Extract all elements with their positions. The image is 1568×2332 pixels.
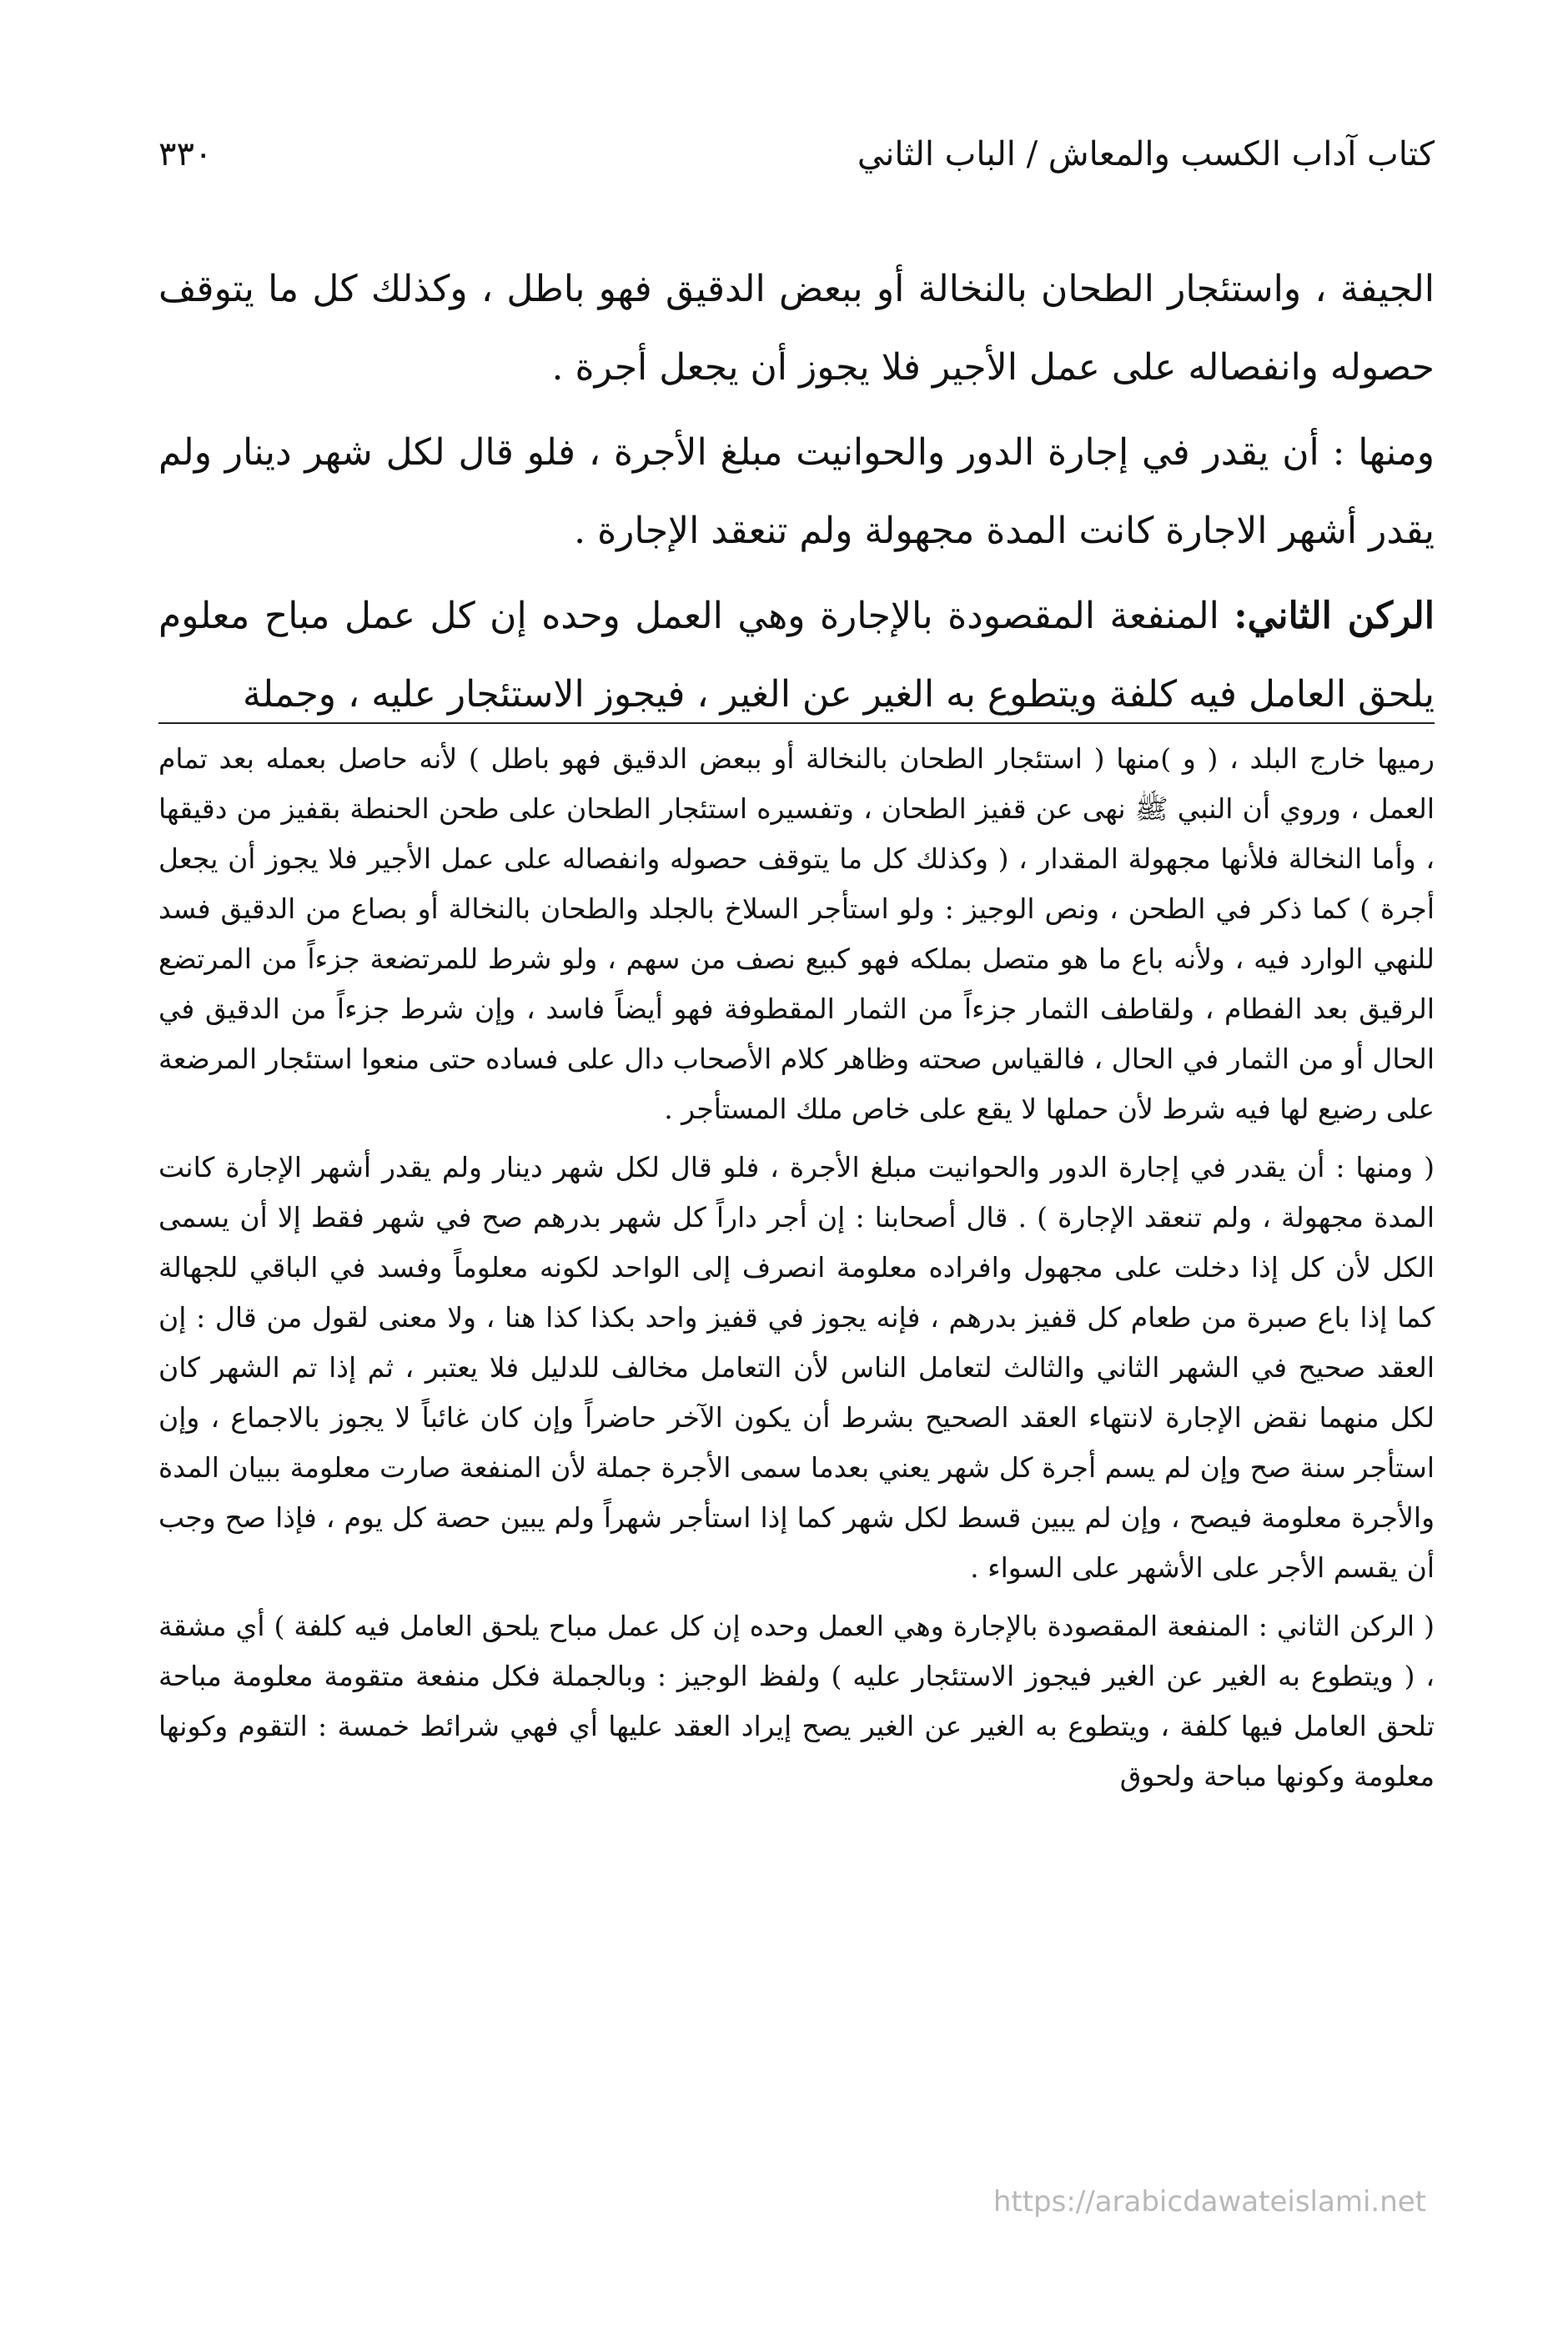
main-paragraph	[158, 577, 1435, 734]
commentary-paragraph: ( الركن الثاني : المنفعة المقصودة بالإجارة وهي العمل وحده إن كل عمل مباح يلحق العامل فيه كلفة ) أي مشقة ، ( ويتطوع به الغير عن الغير فيجوز الاستئجار عليه ) ولفظ الوجيز : وبالجملة فكل منفعة متقومة معلومة مباحة تلحق العامل فيها كلفة ، ويتطوع به الغير عن الغير يصح إيراد العقد عليها أي فهي شرائط خمسة : التقوم وكونها معلومة وكونها مباحة ولحوق	[158, 1610, 1435, 1792]
watermark: https://arabicdawateislami.net	[993, 2185, 1426, 2219]
main-paragraph: ومنها : أن يقدر في إجارة الدور والحوانيت مبلغ الأجرة ، فلو قال لكل شهر دينار ولم يقدر أشهر الاجارة كانت المدة مجهولة ولم تنعقد الإجارة .	[158, 431, 1435, 552]
commentary-paragraph: رميها خارج البلد ، ( و )منها ( استئجار الطحان بالنخالة أو ببعض الدقيق فهو باطل ) لأنه حاصل بعمله بعد تمام العمل ، وروي أن النبي ﷺ نهى عن قفيز الطحان ، وتفسيره استئجار الطحان على طحن الحنطة بقفيز من دقيقها ، وأما النخالة فلأنها مجهولة المقدار ، ( وكذلك كل ما يتوقف حصوله وانفصاله على عمل الأجير فلا يجوز أن يجعل أجرة ) كما ذكر في الطحن ، ونص الوجيز : ولو استأجر السلاخ بالجلد والطحان بالنخالة أو بصاع من الدقيق فسد للنهي الوارد فيه ، ولأنه باع ما هو متصل بملكه فهو كبيع نصف من سهم ، ولو شرط للمرتضعة جزءاً من المرتضع الرقيق بعد الفطام ، ولقاطف الثمار جزءاً من الثمار المقطوفة فهو أيضاً فاسد ، وإن شرط جزءاً من الدقيق في الحال أو من الثمار في الحال ، فالقياس صحته وظاهر كلام الأصحاب دال على فساده حتى منعوا استئجار المرضعة على رضيع لها فيه شرط لأن حملها لا يقع على خاص ملك المستأجر .	[158, 742, 1435, 1125]
commentary-paragraph: ( ومنها : أن يقدر في إجارة الدور والحوانيت مبلغ الأجرة ، فلو قال لكل شهر دينار ولم يقدر أشهر الإجارة كانت المدة مجهولة ، ولم تنعقد الإجارة ) . قال أصحابنا : إن أجر داراً كل شهر بدرهم صح في شهر فقط إلا أن يسمى الكل لأن كل إذا دخلت على مجهول وافراده معلومة انصرف إلى الواحد لكونه معلوماً وفسد في الباقي للجهالة كما إذا باع صبرة من طعام كل قفيز بدرهم ، فإنه يجوز في قفيز واحد بكذا كذا هنا ، ولا معنى لقول من قال : إن العقد صحيح في الشهر الثاني والثالث لتعامل الناس لأن التعامل مخالف للدليل فلا يعتبر ، ثم إذا تم الشهر كان لكل منهما نقض الإجارة لانتهاء العقد الصحيح بشرط أن يكون الآخر حاضراً وإن كان غائباً لا يجوز بالاجماع ، وإن استأجر سنة صح وإن لم يسم أجرة كل شهر يعني بعدما سمى الأجرة جملة لأن المنفعة صارت معلومة ببيان المدة والأجرة معلومة فيصح ، وإن لم يبين قسط لكل شهر كما إذا استأجر شهراً ولم يبين حصة كل يوم ، فإذا صح وجب أن يقسم الأجر على الأشهر على السواء .	[158, 1151, 1435, 1584]
commentary	[158, 734, 1435, 1810]
page-header	[158, 125, 1435, 183]
main-paragraph-body: المنفعة المقصودة بالإجارة وهي العمل وحده إن كل عمل مباح معلوم يلحق العامل فيه كلفة ويتطوع به الغير عن الغير ، فيجوز الاستئجار عليه ، وجملة	[158, 595, 1435, 716]
main-text	[158, 250, 1435, 741]
separator-rule	[158, 722, 1435, 724]
page-number: ٣٣٠	[158, 135, 213, 173]
section-heading: الركن الثاني:	[1234, 595, 1435, 637]
main-paragraph: الجيفة ، واستئجار الطحان بالنخالة أو ببعض الدقيق فهو باطل ، وكذلك كل ما يتوقف حصوله وانفصاله على عمل الأجير فلا يجوز أن يجعل أجرة .	[158, 268, 1435, 389]
running-title: كتاب آداب الكسب والمعاش / الباب الثاني	[857, 135, 1435, 173]
